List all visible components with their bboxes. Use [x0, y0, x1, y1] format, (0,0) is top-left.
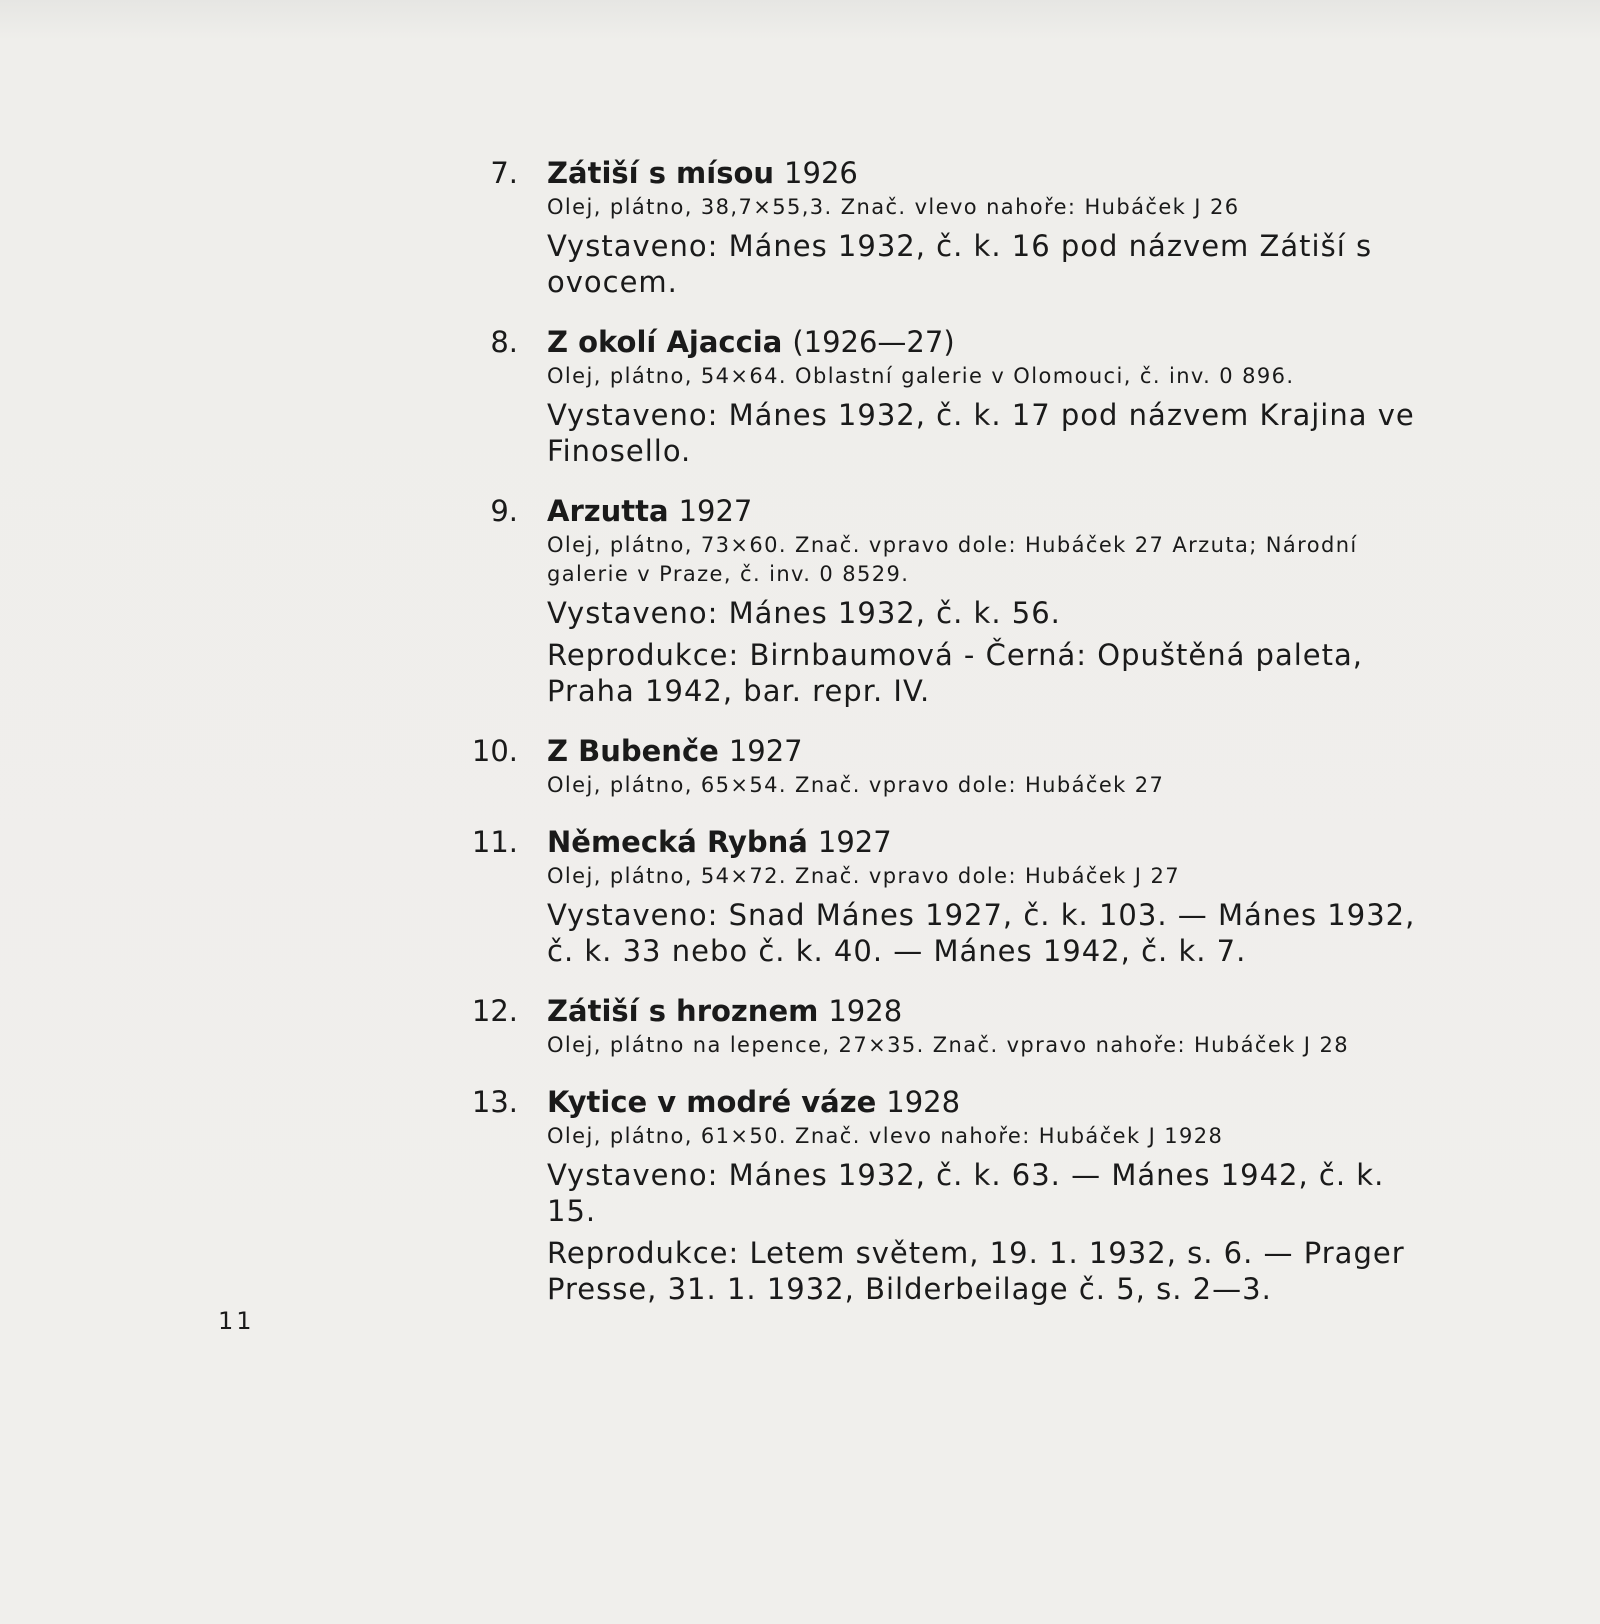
entry-exhibited: Vystaveno: Snad Mánes 1927, č. k. 103. — Mánes 1932, č. k. 33 nebo č. k. 40. — Mánes 1942, č. k. 7. — [547, 898, 1416, 968]
entry-number: 11. — [471, 825, 518, 859]
entry-heading — [547, 824, 1430, 860]
entry-exhibited: Vystaveno: Mánes 1932, č. k. 17 pod názvem Krajina ve Finosello. — [547, 398, 1415, 468]
entry-reproduction: Reprodukce: Letem světem, 19. 1. 1932, s. 6. — Prager Presse, 31. 1. 1932, Bilderbeilage č. 5, s. 2—3. — [547, 1236, 1405, 1306]
entry-title: Z okolí Ajaccia — [547, 325, 783, 359]
entry-heading — [547, 155, 1430, 191]
entry-number: 9. — [490, 494, 518, 528]
entry-number: 13. — [471, 1085, 518, 1119]
catalog-entries — [470, 155, 1430, 1307]
entry-title: Zátiší s mísou — [547, 156, 775, 190]
page-number: 11 — [218, 1307, 255, 1335]
entry-reproduction: Reprodukce: Birnbaumová - Černá: Opuštěná paleta, Praha 1942, bar. repr. IV. — [547, 638, 1363, 708]
entry-heading — [547, 324, 1430, 360]
entry-heading — [547, 993, 1430, 1029]
entry-details: Olej, plátno na lepence, 27×35. Znač. vpravo nahoře: Hubáček J 28 — [547, 1033, 1349, 1057]
entry-title: Arzutta — [547, 494, 669, 528]
entry-exhibited: Vystaveno: Mánes 1932, č. k. 16 pod názvem Zátiší s ovocem. — [547, 229, 1373, 299]
entry-number: 12. — [471, 994, 518, 1028]
catalog-entry — [470, 324, 1430, 469]
entry-exhibited: Vystaveno: Mánes 1932, č. k. 56. — [547, 596, 1061, 630]
entry-date: 1928 — [886, 1085, 961, 1119]
catalog-entry — [470, 155, 1430, 300]
catalog-entry — [470, 733, 1430, 800]
entry-heading — [547, 493, 1430, 529]
entry-date: 1927 — [678, 494, 753, 528]
entry-heading — [547, 1084, 1430, 1120]
entry-title: Z Bubenče — [547, 734, 719, 768]
entry-date: 1927 — [728, 734, 803, 768]
entry-details: Olej, plátno, 61×50. Znač. vlevo nahoře: Hubáček J 1928 — [547, 1124, 1224, 1148]
entry-date: (1926—27) — [792, 325, 955, 359]
catalog-entry — [470, 1084, 1430, 1307]
entry-title: Kytice v modré váze — [547, 1085, 877, 1119]
entry-number: 10. — [471, 734, 518, 768]
entry-details: Olej, plátno, 65×54. Znač. vpravo dole: Hubáček 27 — [547, 773, 1165, 797]
entry-date: 1926 — [784, 156, 858, 190]
entry-details: Olej, plátno, 73×60. Znač. vpravo dole: Hubáček 27 Arzuta; Národní galerie v Praze, č. inv. 0 8529. — [547, 533, 1358, 586]
entry-exhibited: Vystaveno: Mánes 1932, č. k. 63. — Mánes 1942, č. k. 15. — [547, 1158, 1385, 1228]
catalog-entry — [470, 824, 1430, 969]
entry-details: Olej, plátno, 38,7×55,3. Znač. vlevo nahoře: Hubáček J 26 — [547, 195, 1240, 219]
entry-title: Zátiší s hroznem — [547, 994, 819, 1028]
entry-details: Olej, plátno, 54×72. Znač. vpravo dole: Hubáček J 27 — [547, 864, 1180, 888]
entry-title: Německá Rybná — [547, 825, 808, 859]
entry-number: 7. — [490, 156, 518, 190]
entry-date: 1928 — [828, 994, 903, 1028]
catalog-entry — [470, 993, 1430, 1060]
entry-heading — [547, 733, 1430, 769]
entry-date: 1927 — [817, 825, 892, 859]
entry-number: 8. — [490, 325, 518, 359]
catalog-entry — [470, 493, 1430, 709]
entry-details: Olej, plátno, 54×64. Oblastní galerie v Olomouci, č. inv. 0 896. — [547, 364, 1295, 388]
